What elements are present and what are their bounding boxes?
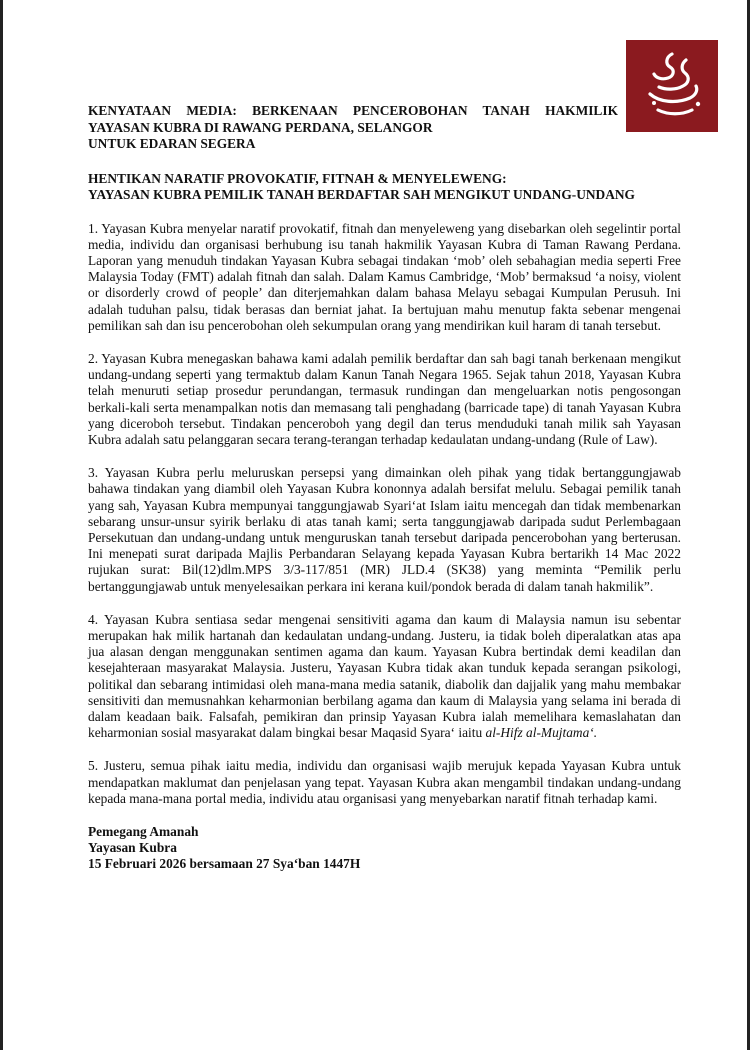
paragraph-1: 1. Yayasan Kubra menyelar naratif provokatif, fitnah dan menyeleweng yang disebarkan oleh segelintir portal media, individu dan organisasi berhubung isu tanah hakmilik Yayasan Kubra di Taman Rawang Perdana. Laporan yang menuduh tindakan Yayasan Kubra sebagai tindakan ‘mob’ oleh sebahagian media seperti Free Malaysia Today (FMT) adalah fitnah dan salah. Dalam Kamus Cambridge, ‘Mob’ bermaksud ‘a noisy, violent or disorderly crowd of people’ dan diterjemahkan dalam bahasa Melayu sebagai Kumpulan Perusuh. Ini adalah tuduhan palsu, tidak berasas dan berniat jahat. Ia bertujuan mahu menutup fakta sebenar mengenai pemilikan sah dan isu pencerobohan oleh sekumpulan orang yang mendirikan kuil haram di tanah tersebut. bbox=[88, 220, 681, 333]
signature-date: 15 Februari 2026 bersamaan 27 Sya‘ban 1447H bbox=[88, 856, 361, 872]
paragraph-4-italic-term: al-Hifz al-Mujtama‘. bbox=[485, 725, 598, 741]
paragraph-4-text: 4. Yayasan Kubra sentiasa sedar mengenai sensitiviti agama dan kaum di Malaysia namun isu sebentar merupakan hak milik hartanah dan kedaulatan undang-undang. Justeru, ia tidak boleh diperalatkan atas apa jua alasan dengan menggunakan sentimen agama dan kaum. Yayasan Kubra bertindak demi keadilan dan kesejahteraan masyarakat Malaysia. Justeru, Yayasan Kubra tidak akan tunduk kepada serangan psikologi, politikal dan sebarang intimidasi oleh mana-mana media satanik, diabolik dan dajjalik yang mahu membakar sensitiviti dan memusnahkan keharmonian berbilang agama dan kaum di Malaysia yang selama ini berada di dalam keadaan baik. Falsafah, pemikiran dan prinsip Yayasan Kubra ialah memelihara kemaslahatan dan keharmonian sosial masyarakat dalam bingkai besar Maqasid Syara‘ iaitu bbox=[88, 611, 681, 741]
signature-title: Pemegang Amanah bbox=[88, 824, 199, 839]
title-line-3: UNTUK EDARAN SEGERA bbox=[88, 136, 256, 151]
paragraph-2: 2. Yayasan Kubra menegaskan bahawa kami adalah pemilik berdaftar dan sah bagi tanah berkenaan mengikut undang-undang seperti yang termaktub dalam Kanun Tanah Negara 1965. Sejak tahun 2018, Yayasan Kubra telah menuruti setiap prosedur perundangan, termasuk rundingan dan mengeluarkan notis pengosongan berkali-kali serta menampalkan notis dan memasang tali penghadang (barricade tape) di tanah Yayasan Kubra yang diceroboh tersebut. Tindakan penceroboh yang degil dan terus menduduki tanah milik sah Yayasan Kubra adalah satu pelanggaran secara terang-terangan terhadap kedaulatan undang-undang (Rule of Law). bbox=[88, 350, 681, 447]
title-line-1: KENYATAAN MEDIA: BERKENAAN PENCEROBOHAN TANAH HAKMILIK bbox=[88, 103, 618, 118]
signature-organization: Yayasan Kubra bbox=[88, 840, 177, 856]
subtitle-line-2: YAYASAN KUBRA PEMILIK TANAH BERDAFTAR SAH MENGIKUT UNDANG-UNDANG bbox=[88, 187, 635, 202]
paragraph-3: 3. Yayasan Kubra perlu meluruskan persepsi yang dimainkan oleh pihak yang tidak bertanggungjawab bahawa tindakan yang diambil oleh Yayasan Kubra kononnya adalah bersifat melulu. Sebagai pemilik tanah yang sah, Yayasan Kubra mempunyai tanggungjawab Syari‘at Islam iaitu mencegah dan tidak membenarkan sebarang unsur-unsur syirik berlaku di atas tanah kami; serta tanggungjawab daripada sudut Perlembagaan Persekutuan dan undang-undang untuk menguruskan tanah tersebut daripada pencerobohan yang berterusan. Ini menepati surat daripada Majlis Perbandaran Selayang kepada Yayasan Kubra bertarikh 14 Mac 2022 rujukan surat: Bil(12)dlm.MPS 3/3-117/851 (MR) JLD.4 (SK38) yang meminta “Pemilik perlu bertanggungjawab untuk menyelesaikan perkara ini kerana kuil/pondok berada di dalam tanah hakmilik”. bbox=[88, 465, 681, 594]
statement-title bbox=[88, 103, 681, 153]
signature-block bbox=[88, 824, 681, 873]
paragraph-4 bbox=[88, 612, 681, 742]
subtitle-line-1: HENTIKAN NARATIF PROVOKATIF, FITNAH & MENYELEWENG: bbox=[88, 170, 507, 186]
press-statement bbox=[88, 103, 681, 873]
title-line-2: YAYASAN KUBRA DI RAWANG PERDANA, SELANGOR bbox=[88, 119, 433, 135]
statement-subtitle bbox=[88, 171, 681, 204]
paragraph-5: 5. Justeru, semua pihak iaitu media, individu dan organisasi wajib merujuk kepada Yayasan Kubra untuk mendapatkan maklumat dan penjelasan yang tepat. Yayasan Kubra akan mengambil tindakan undang-undang kepada mana-mana portal media, individu atau organisasi yang menyebarkan naratif fitnah terhadap kami. bbox=[88, 758, 681, 806]
